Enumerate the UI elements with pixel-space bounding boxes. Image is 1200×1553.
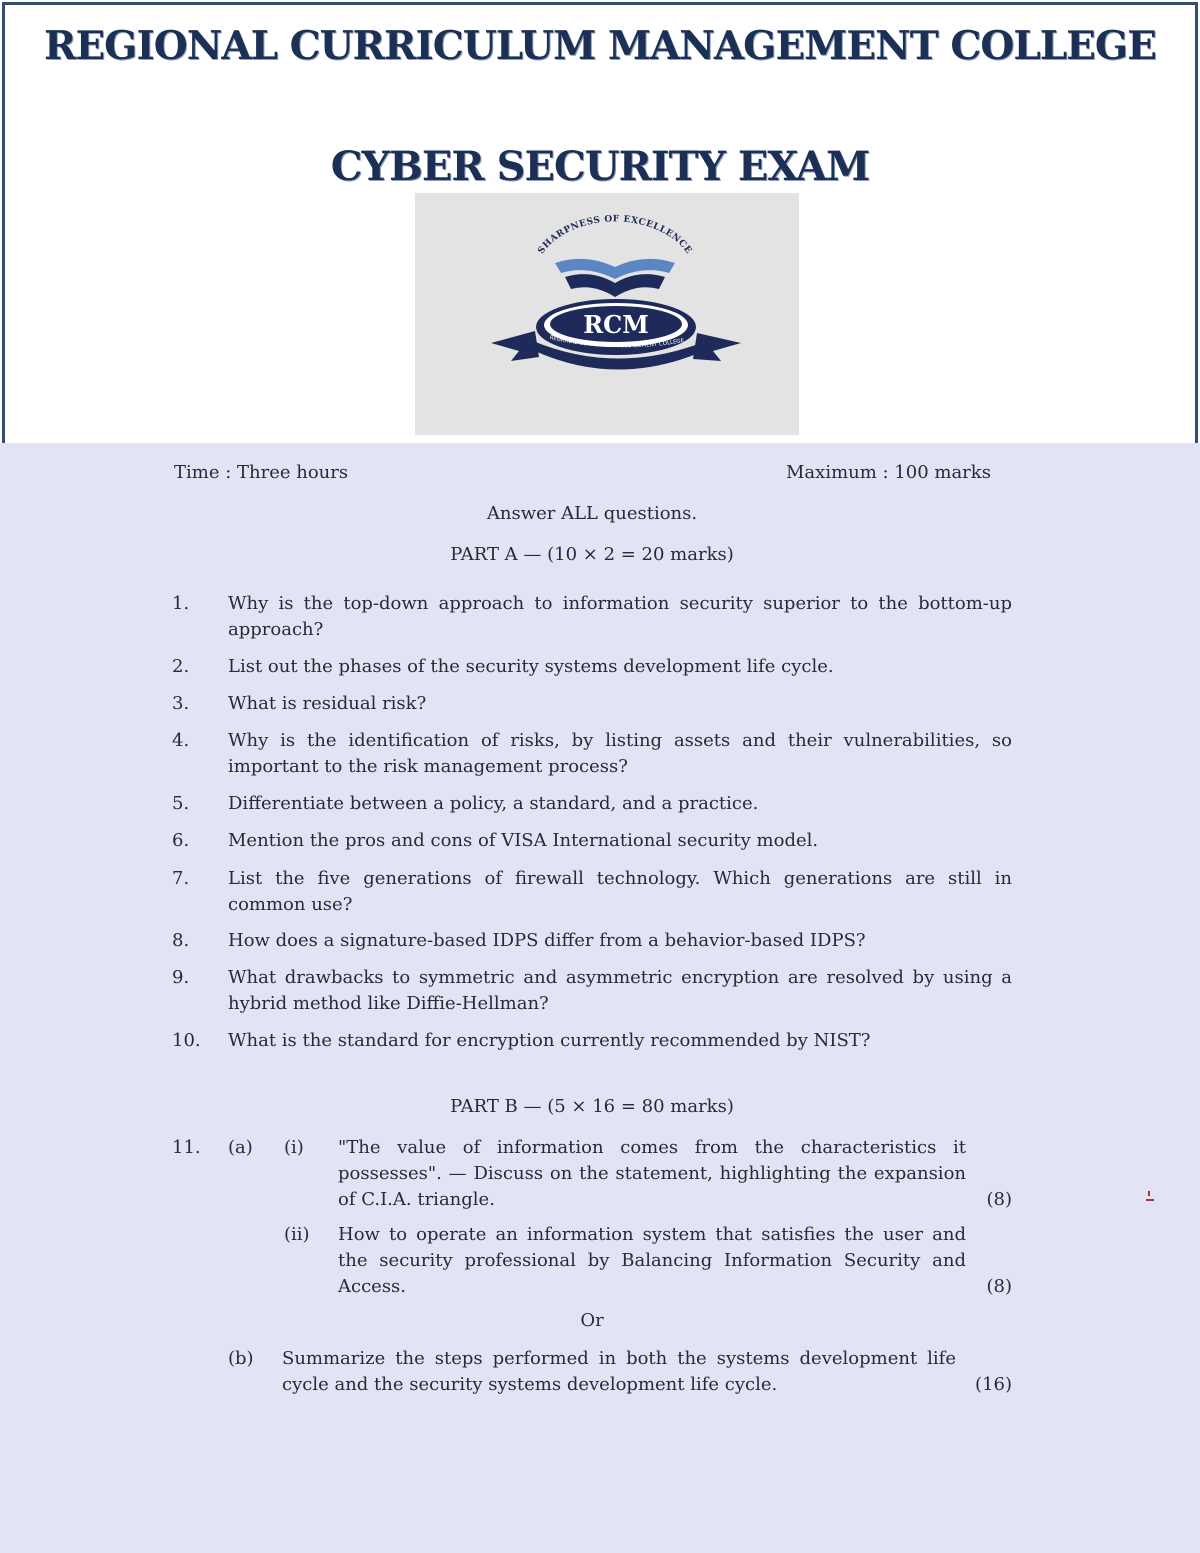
instructions: Answer ALL questions. [486, 503, 698, 524]
part-a-title: PART A — (10 × 2 = 20 marks) [450, 544, 734, 565]
question-11b [282, 1346, 1012, 1398]
question-number: 6. [172, 830, 190, 851]
question-11a-label: (a) [228, 1137, 253, 1158]
question-11b-marks: (16) [975, 1374, 1012, 1395]
rcm-logo-graphic [415, 193, 799, 435]
svg-text:SHARPNESS OF EXCELLENCE [536, 214, 693, 256]
question-text: Differentiate between a policy, a standard, and a practice. [228, 793, 759, 814]
question-11b-text: Summarize the steps performed in both the systems development life cycle and the security systems development life cycle. [282, 1348, 956, 1395]
question-11a-i-label: (i) [284, 1137, 304, 1158]
logo-motto: SHARPNESS OF EXCELLENCE [536, 214, 694, 257]
exam-title: CYBER SECURITY EXAM [330, 143, 870, 190]
maximum-marks: Maximum : 100 marks [786, 462, 991, 483]
question-text: List out the phases of the security systems development life cycle. [228, 656, 834, 677]
logo-banner-text: REGIONAL CURRICULUM MANAGEMENT COLLEGE [548, 334, 685, 350]
question-11a-i-text: "The value of information comes from the characteristics it possesses". — Discuss on the statement, highlighting the expansion of C.I.A. triangle. [338, 1137, 966, 1210]
question-text: What is residual risk? [228, 693, 427, 714]
question-11a-i-marks: (8) [986, 1189, 1012, 1210]
question-11a-ii-label: (ii) [284, 1224, 310, 1245]
question-text: Mention the pros and cons of VISA International security model. [228, 830, 819, 851]
question-number: 4. [172, 730, 190, 751]
question-number: 3. [172, 693, 190, 714]
college-logo [415, 193, 799, 435]
part-b-title: PART B — (5 × 16 = 80 marks) [450, 1096, 734, 1117]
exam-paper [0, 443, 1200, 1553]
logo-initials: RCM [583, 310, 649, 339]
header-banner [2, 2, 1198, 446]
college-name: REGIONAL CURRICULUM MANAGEMENT COLLEGE [44, 23, 1156, 69]
scan-mark [1146, 1199, 1154, 1201]
question-text: How does a signature-based IDPS differ from a behavior-based IDPS? [228, 930, 866, 951]
question-text: List the five generations of firewall technology. Which generations are still in common use? [228, 868, 1012, 915]
question-number: 7. [172, 868, 190, 889]
or-separator: Or [580, 1310, 604, 1331]
question-11a-ii-marks: (8) [986, 1276, 1012, 1297]
time-allowed: Time : Three hours [174, 462, 349, 483]
question-text: Why is the identification of risks, by listing assets and their vulnerabilities, so important to the risk management process? [228, 730, 1012, 777]
question-11a-ii-text: How to operate an information system that satisfies the user and the security professional by Balancing Information Security and Access. [338, 1224, 966, 1297]
question-text: What is the standard for encryption currently recommended by NIST? [228, 1030, 871, 1051]
question-number: 8. [172, 930, 190, 951]
question-number: 10. [172, 1030, 201, 1051]
question-number: 1. [172, 593, 190, 614]
question-11a-i [338, 1135, 1012, 1213]
question-text: What drawbacks to symmetric and asymmetric encryption are resolved by using a hybrid method like Diffie-Hellman? [228, 967, 1012, 1014]
question-number: 5. [172, 793, 190, 814]
question-11a-ii [338, 1222, 1012, 1300]
question-number: 9. [172, 967, 190, 988]
question-text: Why is the top-down approach to information security superior to the bottom-up approach? [228, 593, 1012, 640]
question-11-number: 11. [172, 1137, 201, 1158]
question-number: 2. [172, 656, 190, 677]
question-11b-label: (b) [228, 1348, 254, 1369]
scan-mark [1148, 1191, 1150, 1196]
